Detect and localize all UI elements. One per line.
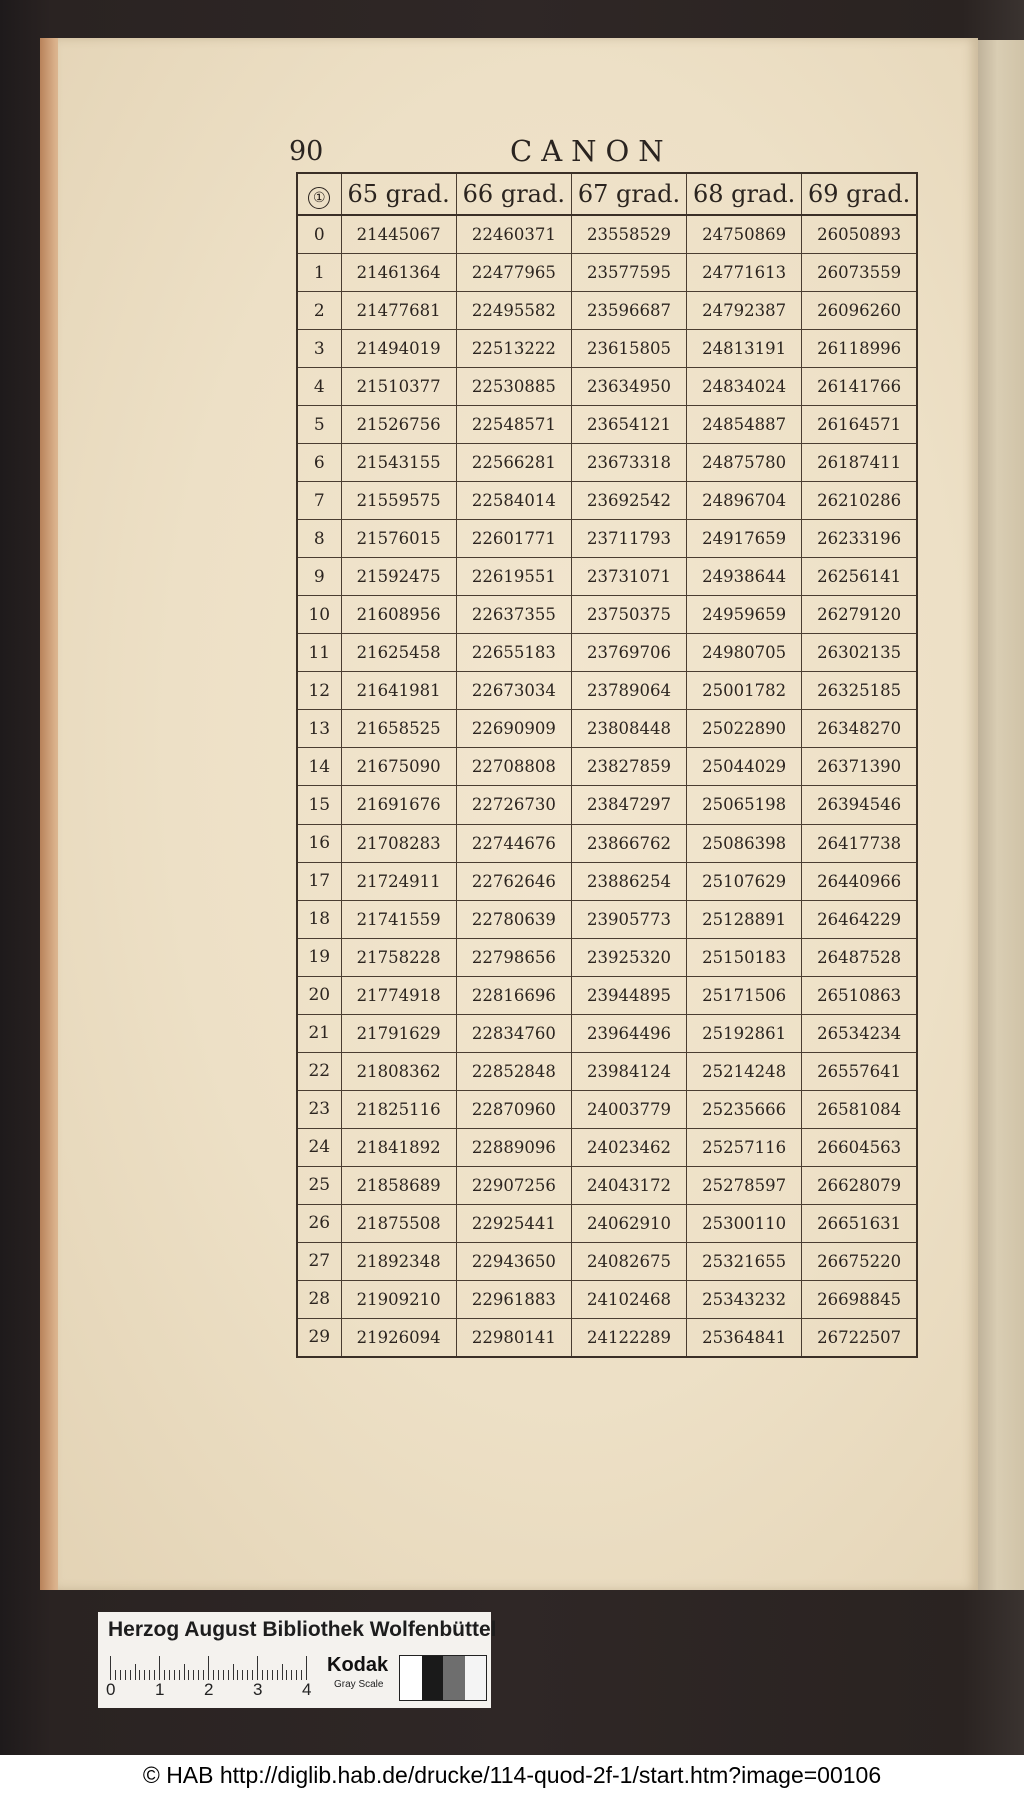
ruler-tick — [223, 1670, 224, 1680]
gray-swatch — [400, 1656, 422, 1700]
table-cell: 22601771 — [456, 520, 571, 558]
table-cell: 25086398 — [687, 824, 802, 862]
table-row — [297, 748, 917, 786]
table-cell: 23577595 — [571, 254, 686, 292]
table-cell: 23847297 — [571, 786, 686, 824]
ruler-tick — [154, 1670, 155, 1680]
table-cell: 22744676 — [456, 824, 571, 862]
ruler-tick — [291, 1670, 292, 1680]
table-cell: 26487528 — [802, 938, 917, 976]
row-index-cell: 25 — [297, 1166, 341, 1204]
gray-swatch — [465, 1656, 487, 1700]
table-cell: 26279120 — [802, 596, 917, 634]
footer-bar — [0, 1755, 1024, 1796]
ruler-tick — [159, 1656, 160, 1680]
table-cell: 26557641 — [802, 1052, 917, 1090]
table-cell: 26348270 — [802, 710, 917, 748]
table-cell: 22980141 — [456, 1318, 571, 1357]
ruler-tick — [267, 1670, 268, 1680]
copyright-url: © HAB http://diglib.hab.de/drucke/114-quod-2f-1/start.htm?image=00106 — [142, 1762, 882, 1788]
row-index-cell: 11 — [297, 634, 341, 672]
column-header: 69 grad. — [802, 173, 917, 215]
table-cell: 25065198 — [687, 786, 802, 824]
table-cell: 21461364 — [341, 254, 456, 292]
table-cell: 22780639 — [456, 900, 571, 938]
table-cell: 24082675 — [571, 1242, 686, 1280]
table-cell: 24122289 — [571, 1318, 686, 1357]
table-cell: 24062910 — [571, 1204, 686, 1242]
table-cell: 23731071 — [571, 558, 686, 596]
table-cell: 24750869 — [687, 215, 802, 254]
measurement-ruler — [110, 1654, 310, 1680]
table-cell: 21774918 — [341, 976, 456, 1014]
table-cell: 26210286 — [802, 482, 917, 520]
ruler-tick — [115, 1670, 116, 1680]
ruler-tick — [184, 1664, 185, 1680]
ruler-tick — [179, 1670, 180, 1680]
table-cell: 21510377 — [341, 368, 456, 406]
table-row — [297, 1014, 917, 1052]
table-cell: 21675090 — [341, 748, 456, 786]
table-cell: 24834024 — [687, 368, 802, 406]
row-index-cell: 4 — [297, 368, 341, 406]
table-cell: 21858689 — [341, 1166, 456, 1204]
table-cell: 23673318 — [571, 444, 686, 482]
row-index-cell: 29 — [297, 1318, 341, 1357]
table-cell: 25300110 — [687, 1204, 802, 1242]
table-cell: 22690909 — [456, 710, 571, 748]
table-row — [297, 862, 917, 900]
row-index-cell: 1 — [297, 254, 341, 292]
table-row — [297, 672, 917, 710]
table-header — [297, 173, 917, 215]
table-cell: 26510863 — [802, 976, 917, 1014]
column-header: 68 grad. — [687, 173, 802, 215]
table-row — [297, 254, 917, 292]
table-cell: 21625458 — [341, 634, 456, 672]
row-index-cell: 8 — [297, 520, 341, 558]
table-cell: 24003779 — [571, 1090, 686, 1128]
row-index-cell: 5 — [297, 406, 341, 444]
kodak-logo: Kodak — [327, 1654, 389, 1676]
table-cell: 24938644 — [687, 558, 802, 596]
table-cell: 22637355 — [456, 596, 571, 634]
table-cell: 23750375 — [571, 596, 686, 634]
ruler-tick — [237, 1670, 238, 1680]
row-index-cell: 15 — [297, 786, 341, 824]
table-cell: 22548571 — [456, 406, 571, 444]
table-cell: 21758228 — [341, 938, 456, 976]
table-cell: 24792387 — [687, 292, 802, 330]
table-cell: 24771613 — [687, 254, 802, 292]
table-cell: 21841892 — [341, 1128, 456, 1166]
ruler-tick — [174, 1670, 175, 1680]
table-cell: 22673034 — [456, 672, 571, 710]
table-cell: 26628079 — [802, 1166, 917, 1204]
table-row — [297, 482, 917, 520]
row-index-cell: 18 — [297, 900, 341, 938]
table-cell: 23615805 — [571, 330, 686, 368]
table-cell: 21608956 — [341, 596, 456, 634]
table-cell: 25364841 — [687, 1318, 802, 1357]
table-cell: 21741559 — [341, 900, 456, 938]
table-cell: 23769706 — [571, 634, 686, 672]
table-cell: 26118996 — [802, 330, 917, 368]
table-row — [297, 1090, 917, 1128]
ruler-tick — [218, 1670, 219, 1680]
ruler-tick — [110, 1656, 111, 1680]
table-cell: 25278597 — [687, 1166, 802, 1204]
ruler-tick — [135, 1664, 136, 1680]
table-cell: 26722507 — [802, 1318, 917, 1357]
table-cell: 21909210 — [341, 1280, 456, 1318]
table-cell: 21808362 — [341, 1052, 456, 1090]
table-cell: 24875780 — [687, 444, 802, 482]
table-cell: 23944895 — [571, 976, 686, 1014]
table-body — [297, 215, 917, 1357]
table-row — [297, 1318, 917, 1357]
table-cell: 26604563 — [802, 1128, 917, 1166]
table-row — [297, 368, 917, 406]
table-cell: 21892348 — [341, 1242, 456, 1280]
row-index-cell: 3 — [297, 330, 341, 368]
table-cell: 25001782 — [687, 672, 802, 710]
column-header: 65 grad. — [341, 173, 456, 215]
ruler-tick — [120, 1670, 121, 1680]
table-cell: 22925441 — [456, 1204, 571, 1242]
library-name: Herzog August Bibliothek Wolfenbüttel — [108, 1618, 497, 1641]
ruler-tick — [277, 1670, 278, 1680]
ruler-tick — [233, 1664, 234, 1680]
table-cell: 25235666 — [687, 1090, 802, 1128]
table-cell: 24813191 — [687, 330, 802, 368]
ruler-tick — [125, 1670, 126, 1680]
ruler-tick — [252, 1670, 253, 1680]
table-cell: 26440966 — [802, 862, 917, 900]
ruler-tick — [144, 1670, 145, 1680]
row-index-cell: 7 — [297, 482, 341, 520]
table-cell: 23711793 — [571, 520, 686, 558]
table-cell: 22655183 — [456, 634, 571, 672]
table-cell: 26325185 — [802, 672, 917, 710]
table-cell: 22530885 — [456, 368, 571, 406]
table-cell: 26698845 — [802, 1280, 917, 1318]
table-cell: 26651631 — [802, 1204, 917, 1242]
gray-swatch — [443, 1656, 465, 1700]
table-cell: 21576015 — [341, 520, 456, 558]
table-row — [297, 520, 917, 558]
row-index-cell: 24 — [297, 1128, 341, 1166]
table-cell: 23984124 — [571, 1052, 686, 1090]
table-cell: 21559575 — [341, 482, 456, 520]
table-cell: 21825116 — [341, 1090, 456, 1128]
header-row — [297, 173, 917, 215]
ruler-number: 4 — [302, 1680, 312, 1699]
table-cell: 22943650 — [456, 1242, 571, 1280]
table-cell: 26675220 — [802, 1242, 917, 1280]
corner-cell — [297, 173, 341, 215]
table-cell: 21875508 — [341, 1204, 456, 1242]
table-cell: 23886254 — [571, 862, 686, 900]
row-index-cell: 20 — [297, 976, 341, 1014]
table-cell: 21641981 — [341, 672, 456, 710]
table-cell: 21526756 — [341, 406, 456, 444]
table-row — [297, 1242, 917, 1280]
table-row — [297, 444, 917, 482]
table-row — [297, 938, 917, 976]
table-cell: 22584014 — [456, 482, 571, 520]
ruler-tick — [193, 1670, 194, 1680]
table-cell: 26302135 — [802, 634, 917, 672]
table-row — [297, 786, 917, 824]
table-cell: 26581084 — [802, 1090, 917, 1128]
table-cell: 26141766 — [802, 368, 917, 406]
ruler-tick — [282, 1664, 283, 1680]
table-cell: 26394546 — [802, 786, 917, 824]
table-cell: 26534234 — [802, 1014, 917, 1052]
ruler-tick — [198, 1670, 199, 1680]
corner-symbol: ① — [308, 187, 330, 209]
table-cell: 21494019 — [341, 330, 456, 368]
ruler-tick — [272, 1670, 273, 1680]
table-cell: 23558529 — [571, 215, 686, 254]
table-cell: 23827859 — [571, 748, 686, 786]
ruler-tick — [208, 1656, 209, 1680]
row-index-cell: 26 — [297, 1204, 341, 1242]
table-cell: 24023462 — [571, 1128, 686, 1166]
table-cell: 25214248 — [687, 1052, 802, 1090]
table-row — [297, 1128, 917, 1166]
table-cell: 24854887 — [687, 406, 802, 444]
ruler-tick — [203, 1670, 204, 1680]
ruler-tick — [247, 1670, 248, 1680]
table-cell: 22798656 — [456, 938, 571, 976]
table-cell: 21543155 — [341, 444, 456, 482]
table-row — [297, 1166, 917, 1204]
table-cell: 24102468 — [571, 1280, 686, 1318]
table-row — [297, 710, 917, 748]
table-cell: 21592475 — [341, 558, 456, 596]
table-cell: 26096260 — [802, 292, 917, 330]
row-index-cell: 14 — [297, 748, 341, 786]
ruler-tick — [257, 1656, 258, 1680]
table-cell: 24959659 — [687, 596, 802, 634]
gray-swatch — [422, 1656, 444, 1700]
row-index-cell: 21 — [297, 1014, 341, 1052]
adjacent-page-edge — [975, 40, 1024, 1590]
table-cell: 23808448 — [571, 710, 686, 748]
table-cell: 23925320 — [571, 938, 686, 976]
table-cell: 25171506 — [687, 976, 802, 1014]
table-cell: 24917659 — [687, 520, 802, 558]
table-cell: 21445067 — [341, 215, 456, 254]
ruler-tick — [139, 1670, 140, 1680]
row-index-cell: 6 — [297, 444, 341, 482]
row-index-cell: 2 — [297, 292, 341, 330]
ruler-tick — [213, 1670, 214, 1680]
table-row — [297, 1052, 917, 1090]
row-index-cell: 10 — [297, 596, 341, 634]
ruler-number: 2 — [204, 1680, 214, 1699]
table-cell: 26464229 — [802, 900, 917, 938]
table-row — [297, 292, 917, 330]
row-index-cell: 28 — [297, 1280, 341, 1318]
table-cell: 22460371 — [456, 215, 571, 254]
table-cell: 25044029 — [687, 748, 802, 786]
table-cell: 22726730 — [456, 786, 571, 824]
table-cell: 23905773 — [571, 900, 686, 938]
table-cell: 21691676 — [341, 786, 456, 824]
table-cell: 24980705 — [687, 634, 802, 672]
table-cell: 26256141 — [802, 558, 917, 596]
row-index-cell: 27 — [297, 1242, 341, 1280]
table-cell: 21926094 — [341, 1318, 456, 1357]
ruler-tick — [306, 1656, 307, 1680]
table-cell: 24896704 — [687, 482, 802, 520]
table-cell: 22477965 — [456, 254, 571, 292]
table-row — [297, 976, 917, 1014]
table-cell: 22495582 — [456, 292, 571, 330]
table-cell: 22870960 — [456, 1090, 571, 1128]
table-cell: 21791629 — [341, 1014, 456, 1052]
table-cell: 22907256 — [456, 1166, 571, 1204]
table-cell: 24043172 — [571, 1166, 686, 1204]
table-cell: 26417738 — [802, 824, 917, 862]
table-cell: 25257116 — [687, 1128, 802, 1166]
ruler-tick — [169, 1670, 170, 1680]
table-cell: 23596687 — [571, 292, 686, 330]
ruler-tick — [301, 1670, 302, 1680]
ruler-tick — [262, 1670, 263, 1680]
canon-table — [296, 172, 918, 1358]
ruler-tick — [228, 1670, 229, 1680]
table-cell: 21708283 — [341, 824, 456, 862]
table-cell: 22619551 — [456, 558, 571, 596]
page-title: CANON — [510, 134, 673, 168]
table-row — [297, 215, 917, 254]
table-cell: 25192861 — [687, 1014, 802, 1052]
row-index-cell: 16 — [297, 824, 341, 862]
ruler-tick — [130, 1670, 131, 1680]
table-row — [297, 634, 917, 672]
table-row — [297, 1280, 917, 1318]
table-cell: 22816696 — [456, 976, 571, 1014]
table-cell: 26050893 — [802, 215, 917, 254]
ruler-tick — [149, 1670, 150, 1680]
table-cell: 21724911 — [341, 862, 456, 900]
gray-scale-swatches — [399, 1655, 487, 1701]
table-cell: 25321655 — [687, 1242, 802, 1280]
table-row — [297, 596, 917, 634]
table-row — [297, 1204, 917, 1242]
ruler-number: 3 — [253, 1680, 263, 1699]
row-index-cell: 23 — [297, 1090, 341, 1128]
table-cell: 22566281 — [456, 444, 571, 482]
ruler-tick — [296, 1670, 297, 1680]
table-cell: 22834760 — [456, 1014, 571, 1052]
ruler-tick — [188, 1670, 189, 1680]
gray-scale-label: Gray Scale — [334, 1679, 384, 1690]
table-cell: 22708808 — [456, 748, 571, 786]
table-cell: 22852848 — [456, 1052, 571, 1090]
table-cell: 25107629 — [687, 862, 802, 900]
ruler-tick — [286, 1670, 287, 1680]
table-cell: 26164571 — [802, 406, 917, 444]
table-cell: 23866762 — [571, 824, 686, 862]
table-row — [297, 406, 917, 444]
table-row — [297, 824, 917, 862]
table-cell: 23789064 — [571, 672, 686, 710]
ruler-tick — [242, 1670, 243, 1680]
row-index-cell: 13 — [297, 710, 341, 748]
row-index-cell: 9 — [297, 558, 341, 596]
table-cell: 25022890 — [687, 710, 802, 748]
table-cell: 25128891 — [687, 900, 802, 938]
table-cell: 21477681 — [341, 292, 456, 330]
ruler-number: 0 — [106, 1680, 116, 1699]
table-row — [297, 900, 917, 938]
table-cell: 23654121 — [571, 406, 686, 444]
table-cell: 22889096 — [456, 1128, 571, 1166]
row-index-cell: 12 — [297, 672, 341, 710]
table-row — [297, 330, 917, 368]
table-cell: 23964496 — [571, 1014, 686, 1052]
table-cell: 26187411 — [802, 444, 917, 482]
ruler-tick — [164, 1670, 165, 1680]
table-cell: 22513222 — [456, 330, 571, 368]
row-index-cell: 22 — [297, 1052, 341, 1090]
table-cell: 23692542 — [571, 482, 686, 520]
table-row — [297, 558, 917, 596]
page-number: 90 — [289, 136, 324, 167]
table-cell: 25343232 — [687, 1280, 802, 1318]
column-header: 66 grad. — [456, 173, 571, 215]
table-cell: 23634950 — [571, 368, 686, 406]
color-calibration-card — [98, 1612, 497, 1708]
table-cell: 26073559 — [802, 254, 917, 292]
table-cell: 22762646 — [456, 862, 571, 900]
row-index-cell: 19 — [297, 938, 341, 976]
table-cell: 26233196 — [802, 520, 917, 558]
row-index-cell: 0 — [297, 215, 341, 254]
column-header: 67 grad. — [571, 173, 686, 215]
table-cell: 26371390 — [802, 748, 917, 786]
table-cell: 21658525 — [341, 710, 456, 748]
table-cell: 25150183 — [687, 938, 802, 976]
ruler-number: 1 — [155, 1680, 165, 1699]
row-index-cell: 17 — [297, 862, 341, 900]
table-cell: 22961883 — [456, 1280, 571, 1318]
